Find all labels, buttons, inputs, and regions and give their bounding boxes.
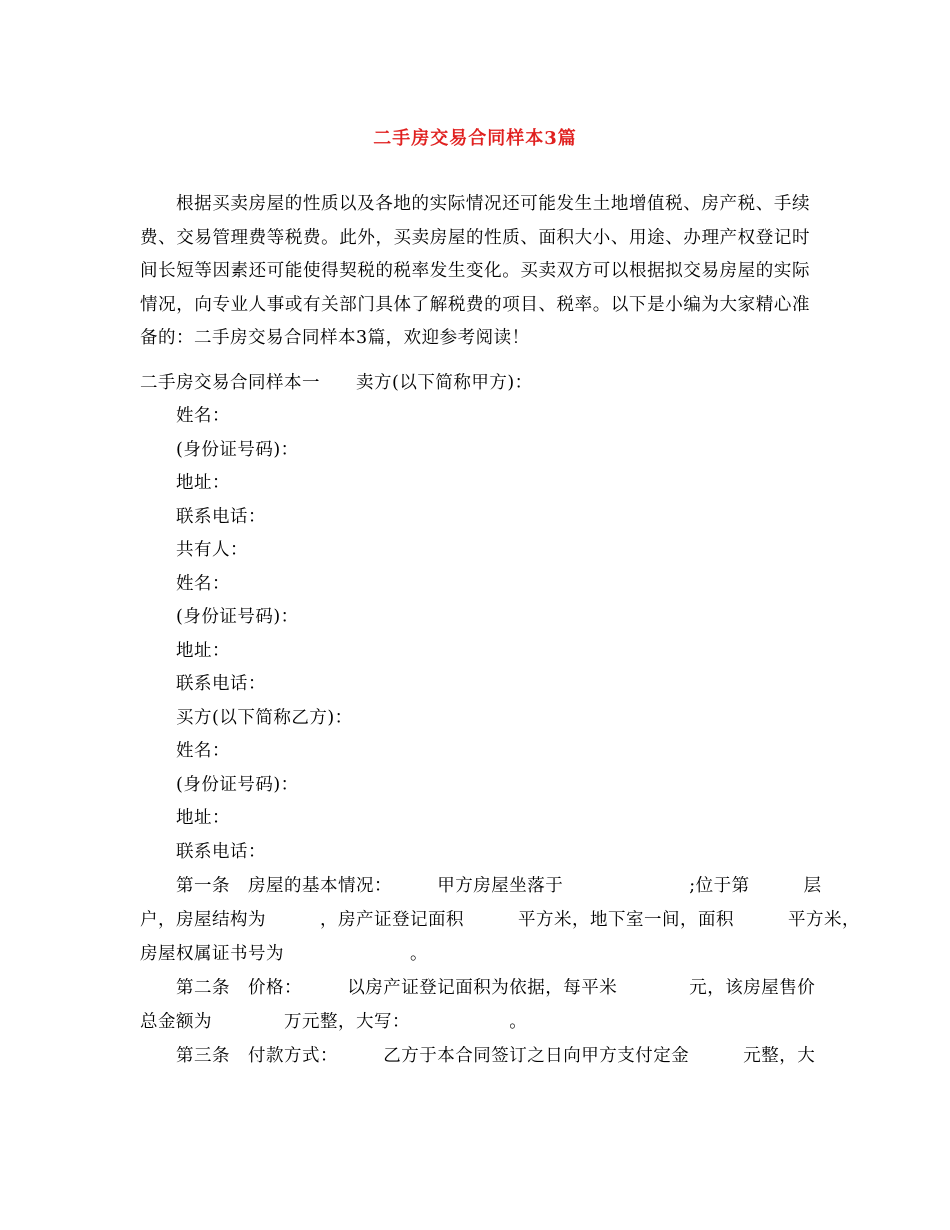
buyer-phone-label: 联系电话：	[176, 842, 266, 862]
seller-name-label: 姓名：	[176, 406, 230, 426]
seller-phone-label: 联系电话：	[176, 507, 266, 527]
buyer-name-label: 姓名：	[176, 741, 230, 761]
article2-line1: 第二条 价格： 以房产证登记面积为依据，每平米 元，该房屋售价	[176, 978, 816, 998]
buyer-address-label: 地址：	[176, 808, 230, 828]
co-owner-phone-label: 联系电话：	[176, 674, 266, 694]
article1-line1: 第一条 房屋的基本情况： 甲方房屋坐落于 ;位于第 层	[176, 876, 822, 896]
co-owner-id-label: (身份证号码)：	[176, 607, 299, 627]
document-title: 二手房交易合同样本3篇	[373, 128, 577, 149]
article2-line2: 总金额为 万元整，大写： 。	[140, 1012, 528, 1032]
article3-line1: 第三条 付款方式： 乙方于本合同签订之日向甲方支付定金 元整，大	[176, 1046, 816, 1066]
article1-line2: 户，房屋结构为 ，房产证登记面积 平方米，地下室一间，面积 平方米，	[140, 910, 860, 930]
co-owner-name-label: 姓名：	[176, 574, 230, 594]
seller-id-label: (身份证号码)：	[176, 440, 299, 460]
sample-heading: 二手房交易合同样本一 卖方(以下简称甲方)：	[140, 373, 533, 393]
seller-address-label: 地址：	[176, 473, 230, 493]
co-owner-label: 共有人：	[176, 540, 248, 560]
intro-paragraph: 根据买卖房屋的性质以及各地的实际情况还可能发生土地增值税、房产税、手续费、交易管理费等税费。此外，买卖房屋的性质、面积大小、用途、办理产权登记时间长短等因素还可能使得契税的税率发生变化。买卖双方可以根据拟交易房屋的实际情况，向专业人事或有关部门具体了解税费的项目、税率。以下是小编为大家精心准备的：二手房交易合同样本3篇，欢迎参考阅读！	[140, 194, 810, 348]
buyer-id-label: (身份证号码)：	[176, 775, 299, 795]
co-owner-address-label: 地址：	[176, 641, 230, 661]
article1-line3: 房屋权属证书号为 。	[140, 944, 428, 964]
buyer-label: 买方(以下简称乙方)：	[176, 708, 353, 728]
